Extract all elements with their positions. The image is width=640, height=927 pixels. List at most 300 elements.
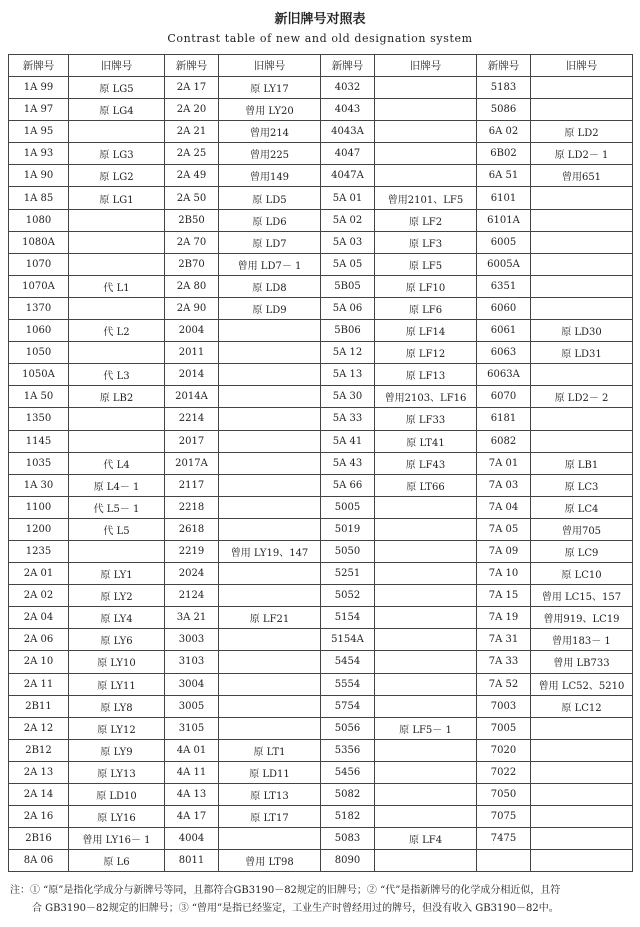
old-designation-cell bbox=[531, 408, 633, 430]
old-designation-cell bbox=[375, 739, 477, 761]
new-designation-cell: 8011 bbox=[165, 850, 219, 872]
old-designation-cell: 原 LD2 bbox=[531, 121, 633, 143]
table-row bbox=[9, 585, 633, 607]
new-designation-cell: 1235 bbox=[9, 540, 69, 562]
new-designation-cell: 5A 01 bbox=[321, 187, 375, 209]
old-designation-cell: 原 LD9 bbox=[219, 297, 321, 319]
old-designation-cell: 原 LT41 bbox=[375, 430, 477, 452]
designation-table bbox=[8, 54, 633, 872]
old-designation-cell: 原 LF4 bbox=[375, 828, 477, 850]
new-designation-cell: 8090 bbox=[321, 850, 375, 872]
old-designation-cell: 曾用214 bbox=[219, 121, 321, 143]
old-designation-cell: 原 LY2 bbox=[69, 585, 165, 607]
old-designation-cell: 原 LT1 bbox=[219, 739, 321, 761]
new-designation-cell bbox=[477, 850, 531, 872]
new-designation-cell: 5B05 bbox=[321, 275, 375, 297]
old-designation-cell: 原 LD6 bbox=[219, 209, 321, 231]
new-designation-cell: 4047 bbox=[321, 143, 375, 165]
old-designation-cell: 代 L5－ 1 bbox=[69, 496, 165, 518]
new-designation-cell: 5456 bbox=[321, 761, 375, 783]
old-designation-cell: 曾用225 bbox=[219, 143, 321, 165]
table-row bbox=[9, 253, 633, 275]
table-row bbox=[9, 99, 633, 121]
old-designation-cell bbox=[69, 342, 165, 364]
old-designation-cell bbox=[375, 99, 477, 121]
new-designation-cell: 6005A bbox=[477, 253, 531, 275]
new-designation-cell: 2A 90 bbox=[165, 297, 219, 319]
old-designation-cell bbox=[375, 143, 477, 165]
old-designation-cell: 原 LD10 bbox=[69, 784, 165, 806]
old-designation-cell: 曾用 LC15、157 bbox=[531, 585, 633, 607]
new-designation-cell: 2017 bbox=[165, 430, 219, 452]
old-designation-cell bbox=[69, 408, 165, 430]
new-designation-cell: 2A 10 bbox=[9, 651, 69, 673]
old-designation-cell: 原 LC4 bbox=[531, 496, 633, 518]
old-designation-cell: 曾用 LC52、5210 bbox=[531, 673, 633, 695]
old-designation-cell bbox=[375, 563, 477, 585]
new-designation-cell: 4043 bbox=[321, 99, 375, 121]
new-designation-cell: 2A 04 bbox=[9, 607, 69, 629]
footnote bbox=[10, 882, 630, 918]
new-designation-cell: 1A 95 bbox=[9, 121, 69, 143]
table-row bbox=[9, 828, 633, 850]
old-designation-cell bbox=[531, 187, 633, 209]
new-designation-cell: 3003 bbox=[165, 629, 219, 651]
old-designation-cell: 原 LF3 bbox=[375, 231, 477, 253]
old-designation-cell: 原 L4－ 1 bbox=[69, 474, 165, 496]
new-designation-cell: 5183 bbox=[477, 77, 531, 99]
new-designation-cell: 5A 02 bbox=[321, 209, 375, 231]
old-designation-cell bbox=[375, 607, 477, 629]
old-designation-cell bbox=[531, 828, 633, 850]
old-designation-cell bbox=[375, 695, 477, 717]
old-designation-cell: 曾用 LY16－ 1 bbox=[69, 828, 165, 850]
new-designation-cell: 2618 bbox=[165, 518, 219, 540]
new-designation-cell: 1200 bbox=[9, 518, 69, 540]
old-designation-cell: 原 LY13 bbox=[69, 761, 165, 783]
old-designation-cell: 曾用 LT98 bbox=[219, 850, 321, 872]
old-designation-cell: 原 LF21 bbox=[219, 607, 321, 629]
old-designation-cell bbox=[531, 231, 633, 253]
old-designation-cell: 原 LB1 bbox=[531, 452, 633, 474]
new-designation-cell: 2A 14 bbox=[9, 784, 69, 806]
table-row bbox=[9, 452, 633, 474]
old-designation-cell: 原 LG2 bbox=[69, 165, 165, 187]
new-designation-cell: 1A 85 bbox=[9, 187, 69, 209]
new-designation-cell: 6B02 bbox=[477, 143, 531, 165]
new-designation-cell: 6060 bbox=[477, 297, 531, 319]
header-new-designation: 新牌号 bbox=[477, 55, 531, 77]
new-designation-cell: 6063A bbox=[477, 364, 531, 386]
table-subtitle: Contrast table of new and old designation system bbox=[167, 32, 473, 45]
table-row bbox=[9, 408, 633, 430]
new-designation-cell: 6351 bbox=[477, 275, 531, 297]
new-designation-cell: 2219 bbox=[165, 540, 219, 562]
old-designation-cell: 原 LG4 bbox=[69, 99, 165, 121]
new-designation-cell: 5A 33 bbox=[321, 408, 375, 430]
new-designation-cell: 6082 bbox=[477, 430, 531, 452]
new-designation-cell: 4A 13 bbox=[165, 784, 219, 806]
new-designation-cell: 5086 bbox=[477, 99, 531, 121]
new-designation-cell: 5019 bbox=[321, 518, 375, 540]
old-designation-cell bbox=[531, 739, 633, 761]
old-designation-cell: 代 L4 bbox=[69, 452, 165, 474]
new-designation-cell: 5056 bbox=[321, 717, 375, 739]
new-designation-cell: 2A 49 bbox=[165, 165, 219, 187]
table-row bbox=[9, 607, 633, 629]
old-designation-cell bbox=[531, 253, 633, 275]
new-designation-cell: 1A 99 bbox=[9, 77, 69, 99]
footnote-line-1: 注：① “原”是指化学成分与新牌号等同，且都符合GB3190－82规定的旧牌号；② “代”是指新牌号的化学成分相近似，且符 bbox=[10, 885, 561, 896]
new-designation-cell: 5154 bbox=[321, 607, 375, 629]
old-designation-cell bbox=[219, 364, 321, 386]
new-designation-cell: 6070 bbox=[477, 386, 531, 408]
old-designation-cell: 原 LY6 bbox=[69, 629, 165, 651]
table-row bbox=[9, 297, 633, 319]
new-designation-cell: 1070A bbox=[9, 275, 69, 297]
new-designation-cell: 1A 97 bbox=[9, 99, 69, 121]
new-designation-cell: 4A 11 bbox=[165, 761, 219, 783]
old-designation-cell: 原 LD5 bbox=[219, 187, 321, 209]
old-designation-cell: 原 LD31 bbox=[531, 342, 633, 364]
old-designation-cell: 原 LT66 bbox=[375, 474, 477, 496]
new-designation-cell: 2B16 bbox=[9, 828, 69, 850]
new-designation-cell: 1350 bbox=[9, 408, 69, 430]
new-designation-cell: 1A 30 bbox=[9, 474, 69, 496]
old-designation-cell: 原 LF2 bbox=[375, 209, 477, 231]
old-designation-cell bbox=[69, 253, 165, 275]
new-designation-cell: 2A 25 bbox=[165, 143, 219, 165]
old-designation-cell bbox=[219, 518, 321, 540]
table-row bbox=[9, 121, 633, 143]
old-designation-cell bbox=[219, 320, 321, 342]
old-designation-cell: 原 LY8 bbox=[69, 695, 165, 717]
new-designation-cell: 7005 bbox=[477, 717, 531, 739]
table-row bbox=[9, 850, 633, 872]
old-designation-cell: 曾用183－ 1 bbox=[531, 629, 633, 651]
old-designation-cell bbox=[219, 496, 321, 518]
old-designation-cell: 曾用919、LC19 bbox=[531, 607, 633, 629]
new-designation-cell: 2A 02 bbox=[9, 585, 69, 607]
new-designation-cell: 7475 bbox=[477, 828, 531, 850]
old-designation-cell: 原 LD2－ 2 bbox=[531, 386, 633, 408]
old-designation-cell: 原 LY11 bbox=[69, 673, 165, 695]
new-designation-cell: 5052 bbox=[321, 585, 375, 607]
new-designation-cell: 3103 bbox=[165, 651, 219, 673]
old-designation-cell bbox=[375, 761, 477, 783]
table-row bbox=[9, 540, 633, 562]
new-designation-cell: 5083 bbox=[321, 828, 375, 850]
new-designation-cell: 7A 10 bbox=[477, 563, 531, 585]
old-designation-cell: 曾用149 bbox=[219, 165, 321, 187]
old-designation-cell: 原 LG5 bbox=[69, 77, 165, 99]
new-designation-cell: 7A 09 bbox=[477, 540, 531, 562]
old-designation-cell: 原 LG1 bbox=[69, 187, 165, 209]
old-designation-cell: 原 LF13 bbox=[375, 364, 477, 386]
new-designation-cell: 2A 21 bbox=[165, 121, 219, 143]
new-designation-cell: 5251 bbox=[321, 563, 375, 585]
new-designation-cell: 5A 43 bbox=[321, 452, 375, 474]
table-row bbox=[9, 695, 633, 717]
table-row bbox=[9, 651, 633, 673]
new-designation-cell: 7A 33 bbox=[477, 651, 531, 673]
new-designation-cell: 7020 bbox=[477, 739, 531, 761]
table-row bbox=[9, 806, 633, 828]
table-row bbox=[9, 187, 633, 209]
old-designation-cell bbox=[531, 850, 633, 872]
new-designation-cell: 6A 51 bbox=[477, 165, 531, 187]
new-designation-cell: 5B06 bbox=[321, 320, 375, 342]
old-designation-cell: 曾用2101、LF5 bbox=[375, 187, 477, 209]
old-designation-cell: 原 LD2－ 1 bbox=[531, 143, 633, 165]
table-row bbox=[9, 739, 633, 761]
old-designation-cell: 原 LT17 bbox=[219, 806, 321, 828]
new-designation-cell: 2B70 bbox=[165, 253, 219, 275]
new-designation-cell: 5A 41 bbox=[321, 430, 375, 452]
old-designation-cell bbox=[69, 121, 165, 143]
new-designation-cell: 2011 bbox=[165, 342, 219, 364]
old-designation-cell bbox=[219, 452, 321, 474]
table-row bbox=[9, 563, 633, 585]
new-designation-cell: 7003 bbox=[477, 695, 531, 717]
old-designation-cell bbox=[219, 585, 321, 607]
old-designation-cell bbox=[531, 275, 633, 297]
new-designation-cell: 7050 bbox=[477, 784, 531, 806]
old-designation-cell: 曾用 LY20 bbox=[219, 99, 321, 121]
new-designation-cell: 7A 52 bbox=[477, 673, 531, 695]
old-designation-cell bbox=[219, 673, 321, 695]
new-designation-cell: 5A 05 bbox=[321, 253, 375, 275]
new-designation-cell: 2A 01 bbox=[9, 563, 69, 585]
new-designation-cell: 5A 03 bbox=[321, 231, 375, 253]
new-designation-cell: 2014 bbox=[165, 364, 219, 386]
old-designation-cell bbox=[219, 717, 321, 739]
header-new-designation: 新牌号 bbox=[321, 55, 375, 77]
new-designation-cell: 1A 90 bbox=[9, 165, 69, 187]
new-designation-cell: 6101A bbox=[477, 209, 531, 231]
old-designation-cell bbox=[375, 496, 477, 518]
old-designation-cell: 原 LF33 bbox=[375, 408, 477, 430]
old-designation-cell: 原 LY4 bbox=[69, 607, 165, 629]
old-designation-cell: 原 LF5－ 1 bbox=[375, 717, 477, 739]
new-designation-cell: 4A 17 bbox=[165, 806, 219, 828]
table-row bbox=[9, 496, 633, 518]
old-designation-cell: 原 LB2 bbox=[69, 386, 165, 408]
header-old-designation: 旧牌号 bbox=[531, 55, 633, 77]
table-row bbox=[9, 143, 633, 165]
old-designation-cell: 代 L2 bbox=[69, 320, 165, 342]
new-designation-cell: 7A 19 bbox=[477, 607, 531, 629]
old-designation-cell bbox=[531, 784, 633, 806]
new-designation-cell: 5154A bbox=[321, 629, 375, 651]
old-designation-cell: 原 LC3 bbox=[531, 474, 633, 496]
new-designation-cell: 5082 bbox=[321, 784, 375, 806]
old-designation-cell: 原 LF10 bbox=[375, 275, 477, 297]
new-designation-cell: 7A 31 bbox=[477, 629, 531, 651]
header-row bbox=[9, 55, 633, 77]
table-row bbox=[9, 474, 633, 496]
new-designation-cell: 3A 21 bbox=[165, 607, 219, 629]
old-designation-cell: 原 LC10 bbox=[531, 563, 633, 585]
old-designation-cell bbox=[69, 209, 165, 231]
new-designation-cell: 4004 bbox=[165, 828, 219, 850]
header-new-designation: 新牌号 bbox=[9, 55, 69, 77]
old-designation-cell: 原 LD11 bbox=[219, 761, 321, 783]
new-designation-cell: 2214 bbox=[165, 408, 219, 430]
new-designation-cell: 5454 bbox=[321, 651, 375, 673]
new-designation-cell: 6061 bbox=[477, 320, 531, 342]
new-designation-cell: 1070 bbox=[9, 253, 69, 275]
old-designation-cell bbox=[69, 297, 165, 319]
new-designation-cell: 7022 bbox=[477, 761, 531, 783]
new-designation-cell: 2017A bbox=[165, 452, 219, 474]
old-designation-cell: 原 LY17 bbox=[219, 77, 321, 99]
old-designation-cell: 原 LF6 bbox=[375, 297, 477, 319]
old-designation-cell: 原 LG3 bbox=[69, 143, 165, 165]
new-designation-cell: 1080A bbox=[9, 231, 69, 253]
table-row bbox=[9, 784, 633, 806]
old-designation-cell bbox=[219, 563, 321, 585]
new-designation-cell: 2A 11 bbox=[9, 673, 69, 695]
header-old-designation: 旧牌号 bbox=[219, 55, 321, 77]
old-designation-cell bbox=[219, 629, 321, 651]
table-row bbox=[9, 518, 633, 540]
table-row bbox=[9, 717, 633, 739]
old-designation-cell: 曾用 LY19、147 bbox=[219, 540, 321, 562]
new-designation-cell: 5A 13 bbox=[321, 364, 375, 386]
new-designation-cell: 2A 12 bbox=[9, 717, 69, 739]
table-row bbox=[9, 320, 633, 342]
new-designation-cell: 2A 80 bbox=[165, 275, 219, 297]
table-title: 新旧牌号对照表 bbox=[274, 12, 366, 27]
old-designation-cell: 原 LC9 bbox=[531, 540, 633, 562]
new-designation-cell: 6101 bbox=[477, 187, 531, 209]
new-designation-cell: 5A 12 bbox=[321, 342, 375, 364]
old-designation-cell: 原 LD30 bbox=[531, 320, 633, 342]
new-designation-cell: 2A 50 bbox=[165, 187, 219, 209]
new-designation-cell: 5050 bbox=[321, 540, 375, 562]
old-designation-cell: 原 LY9 bbox=[69, 739, 165, 761]
old-designation-cell bbox=[375, 585, 477, 607]
new-designation-cell: 1145 bbox=[9, 430, 69, 452]
old-designation-cell bbox=[375, 165, 477, 187]
new-designation-cell: 1050A bbox=[9, 364, 69, 386]
new-designation-cell: 7A 01 bbox=[477, 452, 531, 474]
old-designation-cell: 原 L6 bbox=[69, 850, 165, 872]
header-new-designation: 新牌号 bbox=[165, 55, 219, 77]
new-designation-cell: 2B50 bbox=[165, 209, 219, 231]
old-designation-cell: 原 LD8 bbox=[219, 275, 321, 297]
new-designation-cell: 6181 bbox=[477, 408, 531, 430]
old-designation-cell bbox=[375, 784, 477, 806]
new-designation-cell: 1060 bbox=[9, 320, 69, 342]
old-designation-cell: 原 LF14 bbox=[375, 320, 477, 342]
old-designation-cell: 曾用 LD7－ 1 bbox=[219, 253, 321, 275]
old-designation-cell bbox=[531, 297, 633, 319]
new-designation-cell: 1A 50 bbox=[9, 386, 69, 408]
new-designation-cell: 5A 30 bbox=[321, 386, 375, 408]
old-designation-cell bbox=[375, 673, 477, 695]
new-designation-cell: 7A 05 bbox=[477, 518, 531, 540]
old-designation-cell: 原 LT13 bbox=[219, 784, 321, 806]
old-designation-cell: 曾用651 bbox=[531, 165, 633, 187]
new-designation-cell: 2A 06 bbox=[9, 629, 69, 651]
old-designation-cell bbox=[375, 518, 477, 540]
new-designation-cell: 2218 bbox=[165, 496, 219, 518]
old-designation-cell: 曾用2103、LF16 bbox=[375, 386, 477, 408]
new-designation-cell: 2014A bbox=[165, 386, 219, 408]
old-designation-cell bbox=[375, 77, 477, 99]
old-designation-cell bbox=[219, 651, 321, 673]
old-designation-cell bbox=[69, 430, 165, 452]
old-designation-cell bbox=[531, 430, 633, 452]
new-designation-cell: 2A 16 bbox=[9, 806, 69, 828]
old-designation-cell: 原 LY12 bbox=[69, 717, 165, 739]
new-designation-cell: 3105 bbox=[165, 717, 219, 739]
old-designation-cell bbox=[375, 540, 477, 562]
table-row bbox=[9, 231, 633, 253]
new-designation-cell: 6A 02 bbox=[477, 121, 531, 143]
new-designation-cell: 2024 bbox=[165, 563, 219, 585]
old-designation-cell: 原 LF12 bbox=[375, 342, 477, 364]
new-designation-cell: 4A 01 bbox=[165, 739, 219, 761]
new-designation-cell: 8A 06 bbox=[9, 850, 69, 872]
old-designation-cell bbox=[531, 806, 633, 828]
old-designation-cell bbox=[375, 629, 477, 651]
new-designation-cell: 2B12 bbox=[9, 739, 69, 761]
header-old-designation: 旧牌号 bbox=[375, 55, 477, 77]
old-designation-cell bbox=[531, 77, 633, 99]
table-row bbox=[9, 629, 633, 651]
new-designation-cell: 2B11 bbox=[9, 695, 69, 717]
table-row bbox=[9, 77, 633, 99]
new-designation-cell: 2A 17 bbox=[165, 77, 219, 99]
table-body bbox=[9, 77, 633, 872]
new-designation-cell: 1100 bbox=[9, 496, 69, 518]
table-row bbox=[9, 673, 633, 695]
old-designation-cell bbox=[531, 99, 633, 121]
old-designation-cell bbox=[531, 761, 633, 783]
new-designation-cell: 5A 06 bbox=[321, 297, 375, 319]
new-designation-cell: 5554 bbox=[321, 673, 375, 695]
old-designation-cell: 代 L3 bbox=[69, 364, 165, 386]
table-row bbox=[9, 209, 633, 231]
old-designation-cell bbox=[375, 806, 477, 828]
new-designation-cell: 1A 93 bbox=[9, 143, 69, 165]
old-designation-cell bbox=[531, 209, 633, 231]
table-row bbox=[9, 364, 633, 386]
old-designation-cell: 代 L1 bbox=[69, 275, 165, 297]
new-designation-cell: 7A 04 bbox=[477, 496, 531, 518]
old-designation-cell bbox=[219, 695, 321, 717]
old-designation-cell bbox=[219, 474, 321, 496]
table-row bbox=[9, 430, 633, 452]
old-designation-cell: 原 LF43 bbox=[375, 452, 477, 474]
new-designation-cell: 5A 66 bbox=[321, 474, 375, 496]
old-designation-cell bbox=[219, 386, 321, 408]
new-designation-cell: 5182 bbox=[321, 806, 375, 828]
table-row bbox=[9, 165, 633, 187]
old-designation-cell bbox=[219, 828, 321, 850]
new-designation-cell: 2004 bbox=[165, 320, 219, 342]
new-designation-cell: 2A 70 bbox=[165, 231, 219, 253]
new-designation-cell: 5754 bbox=[321, 695, 375, 717]
new-designation-cell: 6005 bbox=[477, 231, 531, 253]
old-designation-cell: 原 LC12 bbox=[531, 695, 633, 717]
new-designation-cell: 2A 20 bbox=[165, 99, 219, 121]
new-designation-cell: 2124 bbox=[165, 585, 219, 607]
new-designation-cell: 2A 13 bbox=[9, 761, 69, 783]
